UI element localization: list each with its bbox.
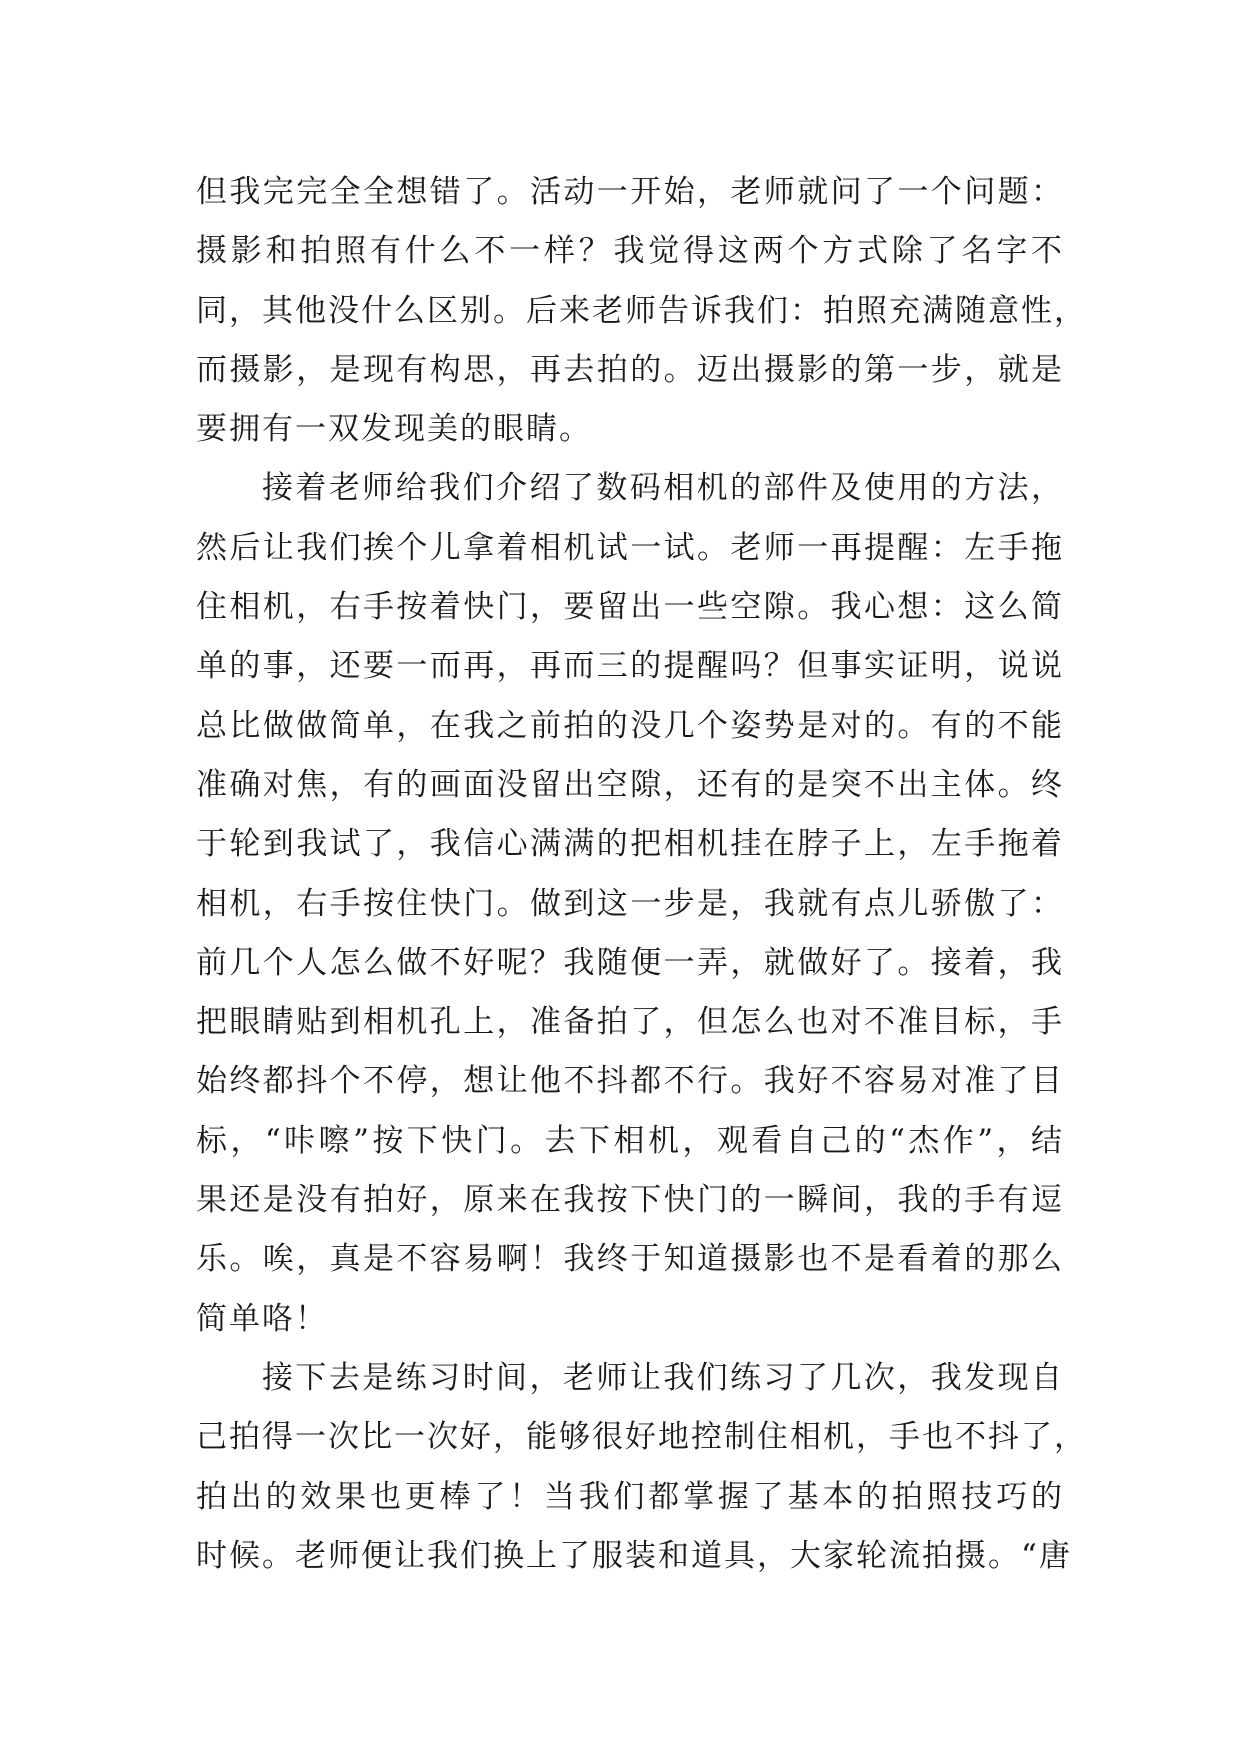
text-line: 拍出的效果也更棒了！当我们都掌握了基本的拍照技巧的 bbox=[196, 1478, 1064, 1515]
text-line: 己拍得一次比一次好，能够很好地控制住相机，手也不抖了， bbox=[196, 1419, 1087, 1456]
text-line: 准确对焦，有的画面没留出空隙，还有的是突不出主体。终 bbox=[196, 766, 1064, 803]
text-line: 要拥有一双发现美的眼睛。 bbox=[196, 411, 592, 448]
text-line: 始终都抖个不停，想让他不抖都不行。我好不容易对准了目 bbox=[196, 1063, 1064, 1100]
text-line: 把眼睛贴到相机孔上，准备拍了，但怎么也对不准目标，手 bbox=[196, 1004, 1064, 1041]
paragraph-2 bbox=[196, 459, 1064, 1348]
document-body bbox=[196, 163, 1087, 1586]
text-line: 但我完完全全想错了。活动一开始，老师就问了一个问题： bbox=[196, 174, 1064, 210]
text-line: 相机，右手按住快门。做到这一步是，我就有点儿骄傲了： bbox=[196, 885, 1064, 922]
paragraph-1 bbox=[196, 163, 1087, 459]
text-line: 简单咯！ bbox=[196, 1300, 328, 1337]
text-line: 同，其他没什么区别。后来老师告诉我们：拍照充满随意性， bbox=[196, 292, 1087, 329]
text-line: 住相机，右手按着快门，要留出一些空隙。我心想：这么简 bbox=[196, 589, 1064, 626]
text-line: 总比做做简单，在我之前拍的没几个姿势是对的。有的不能 bbox=[196, 707, 1064, 744]
text-line: 单的事，还要一而再，再而三的提醒吗？但事实证明，说说 bbox=[196, 648, 1064, 685]
text-line: 前几个人怎么做不好呢？我随便一弄，就做好了。接着，我 bbox=[196, 944, 1064, 981]
text-line: 果还是没有拍好，原来在我按下快门的一瞬间，我的手有逗 bbox=[196, 1182, 1064, 1219]
text-line: 时候。老师便让我们换上了服装和道具，大家轮流拍摄。“唐 bbox=[196, 1537, 1072, 1574]
text-line: 接着老师给我们介绍了数码相机的部件及使用的方法， bbox=[262, 470, 1064, 507]
text-line: 摄影和拍照有什么不一样？我觉得这两个方式除了名字不 bbox=[196, 233, 1064, 270]
text-line: 于轮到我试了，我信心满满的把相机挂在脖子上，左手拖着 bbox=[196, 826, 1064, 863]
text-line: 接下去是练习时间，老师让我们练习了几次，我发现自 bbox=[262, 1359, 1064, 1396]
text-line: 标，“咔嚓”按下快门。去下相机，观看自己的“杰作”，结 bbox=[196, 1122, 1064, 1159]
paragraph-3 bbox=[196, 1349, 1087, 1586]
text-line: 乐。唉，真是不容易啊！我终于知道摄影也不是看着的那么 bbox=[196, 1241, 1064, 1278]
text-line: 然后让我们挨个儿拿着相机试一试。老师一再提醒：左手拖 bbox=[196, 529, 1064, 566]
text-line: 而摄影，是现有构思，再去拍的。迈出摄影的第一步，就是 bbox=[196, 351, 1064, 388]
